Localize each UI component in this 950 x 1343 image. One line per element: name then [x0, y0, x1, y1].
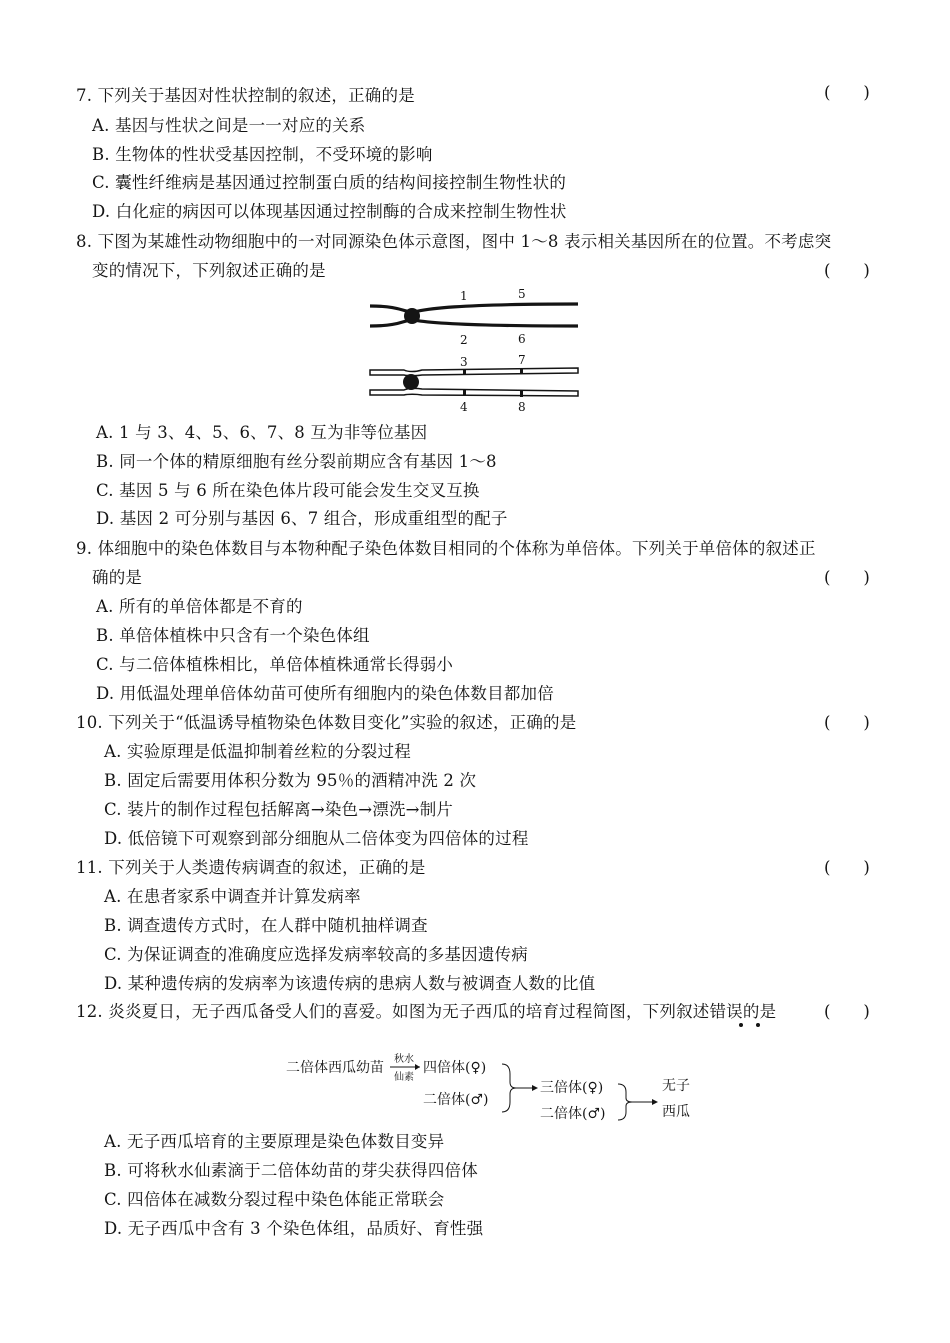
q12-option-d: D. 无子西瓜中含有 3 个染色体组，品质好、育性强 — [104, 1219, 484, 1238]
q7-stem: 7. 下列关于基因对性状控制的叙述，正确的是 — [76, 86, 415, 105]
q10-option-b: B. 固定后需要用体积分数为 95％的酒精冲洗 2 次 — [104, 771, 477, 790]
q10-option-c: C. 装片的制作过程包括解离→染色→漂洗→制片 — [104, 800, 454, 819]
q8-answer-paren[interactable]: ( ) — [824, 261, 870, 280]
q9-option-a: A. 所有的单倍体都是不育的 — [96, 597, 303, 616]
q7-option-c: C. 囊性纤维病是基因通过控制蛋白质的结构间接控制生物性状的 — [92, 173, 567, 192]
gene-marker-7 — [520, 368, 523, 374]
chromosome-outlined — [370, 368, 578, 397]
q11-answer-paren[interactable]: ( ) — [824, 858, 870, 877]
arrowhead-icon — [652, 1099, 658, 1105]
q7-option-a: A. 基因与性状之间是一一对应的关系 — [92, 116, 366, 135]
gene-label-1: 1 — [460, 289, 468, 303]
flow-triploid-female: 三倍体(♀) — [540, 1080, 604, 1096]
arrowhead-icon — [415, 1064, 420, 1070]
q12-stem: 12. 炎炎夏日，无子西瓜备受人们的喜爱。如图为无子西瓜的培育过程简图，下列叙述错误的是 — [76, 1002, 777, 1021]
brace-icon — [502, 1064, 516, 1112]
gene-label-6: 6 — [518, 332, 526, 346]
q12-option-c: C. 四倍体在减数分裂过程中染色体能正常联会 — [104, 1190, 445, 1209]
q12-option-b: B. 可将秋水仙素滴于二倍体幼苗的芽尖获得四倍体 — [104, 1161, 478, 1180]
centromere-upper — [404, 308, 420, 324]
gene-label-5: 5 — [518, 287, 526, 301]
q8-stem-line2: 变的情况下，下列叙述正确的是 — [92, 261, 326, 280]
q9-option-c: C. 与二倍体植株相比，单倍体植株通常长得弱小 — [96, 655, 454, 674]
q7-option-b: B. 生物体的性状受基因控制，不受环境的影响 — [92, 145, 433, 164]
q8-option-a: A. 1 与 3、4、5、6、7、8 互为非等位基因 — [96, 423, 428, 442]
q10-option-a: A. 实验原理是低温抑制着丝粒的分裂过程 — [104, 742, 411, 761]
q11-option-a: A. 在患者家系中调查并计算发病率 — [104, 887, 361, 906]
seedless-watermelon-flowchart — [280, 1046, 710, 1126]
gene-label-8: 8 — [518, 400, 526, 414]
q11-stem: 11. 下列关于人类遗传病调查的叙述，正确的是 — [76, 858, 426, 877]
gene-label-3: 3 — [460, 355, 468, 369]
flow-agent-top: 秋水 — [394, 1054, 414, 1065]
flow-result-line2: 西瓜 — [662, 1104, 690, 1120]
q12-option-a: A. 无子西瓜培育的主要原理是染色体数目变异 — [104, 1132, 445, 1151]
q10-answer-paren[interactable]: ( ) — [824, 713, 870, 732]
q8-option-b: B. 同一个体的精原细胞有丝分裂前期应含有基因 1～8 — [96, 452, 497, 471]
q9-answer-paren[interactable]: ( ) — [824, 568, 870, 587]
flow-diploid-seedling: 二倍体西瓜幼苗 — [286, 1060, 384, 1076]
q10-stem: 10. 下列关于“低温诱导植物染色体数目变化”实验的叙述，正确的是 — [76, 713, 577, 732]
q11-option-d: D. 某种遗传病的发病率为该遗传病的患病人数与被调查人数的比值 — [104, 974, 596, 993]
q12-answer-paren[interactable]: ( ) — [824, 1002, 870, 1021]
q9-option-d: D. 用低温处理单倍体幼苗可使所有细胞内的染色体数目都加倍 — [96, 684, 554, 703]
flow-tetraploid-female: 四倍体(♀) — [423, 1060, 487, 1076]
q8-stem-line1: 8. 下图为某雄性动物细胞中的一对同源染色体示意图，图中 1～8 表示相关基因所在的位置。不考虑突 — [76, 232, 832, 251]
flow-diploid-male-1: 二倍体(♂) — [423, 1092, 489, 1108]
flow-agent-bottom: 仙素 — [394, 1072, 414, 1083]
q8-option-d: D. 基因 2 可分别与基因 6、7 组合，形成重组型的配子 — [96, 509, 508, 528]
q10-option-d: D. 低倍镜下可观察到部分细胞从二倍体变为四倍体的过程 — [104, 829, 529, 848]
q9-option-b: B. 单倍体植株中只含有一个染色体组 — [96, 626, 370, 645]
gene-label-2: 2 — [460, 333, 468, 347]
q7-answer-paren[interactable]: ( ) — [824, 83, 870, 102]
centromere-lower — [403, 374, 419, 390]
gene-marker-4 — [463, 390, 466, 396]
emphasis-dot — [739, 1023, 743, 1027]
emphasis-dot — [756, 1023, 760, 1027]
flow-result-line1: 无子 — [662, 1078, 690, 1094]
q9-stem-line2: 确的是 — [92, 568, 143, 587]
arrowhead-icon — [532, 1085, 538, 1091]
gene-label-4: 4 — [460, 400, 468, 414]
q11-option-b: B. 调查遗传方式时，在人群中随机抽样调查 — [104, 916, 428, 935]
chromosome-solid — [370, 304, 578, 326]
q7-option-d: D. 白化症的病因可以体现基因通过控制酶的合成来控制生物性状 — [92, 202, 567, 221]
q9-stem-line1: 9. 体细胞中的染色体数目与本物种配子染色体数目相同的个体称为单倍体。下列关于单倍体的叙述正 — [76, 539, 816, 558]
flow-diploid-male-2: 二倍体(♂) — [540, 1106, 606, 1122]
q8-option-c: C. 基因 5 与 6 所在染色体片段可能会发生交叉互换 — [96, 481, 480, 500]
gene-label-7: 7 — [518, 353, 526, 367]
brace-icon — [618, 1084, 632, 1120]
gene-marker-8 — [520, 391, 523, 397]
q11-option-c: C. 为保证调查的准确度应选择发病率较高的多基因遗传病 — [104, 945, 528, 964]
homologous-chromosome-figure — [360, 284, 590, 416]
gene-marker-3 — [463, 369, 466, 375]
